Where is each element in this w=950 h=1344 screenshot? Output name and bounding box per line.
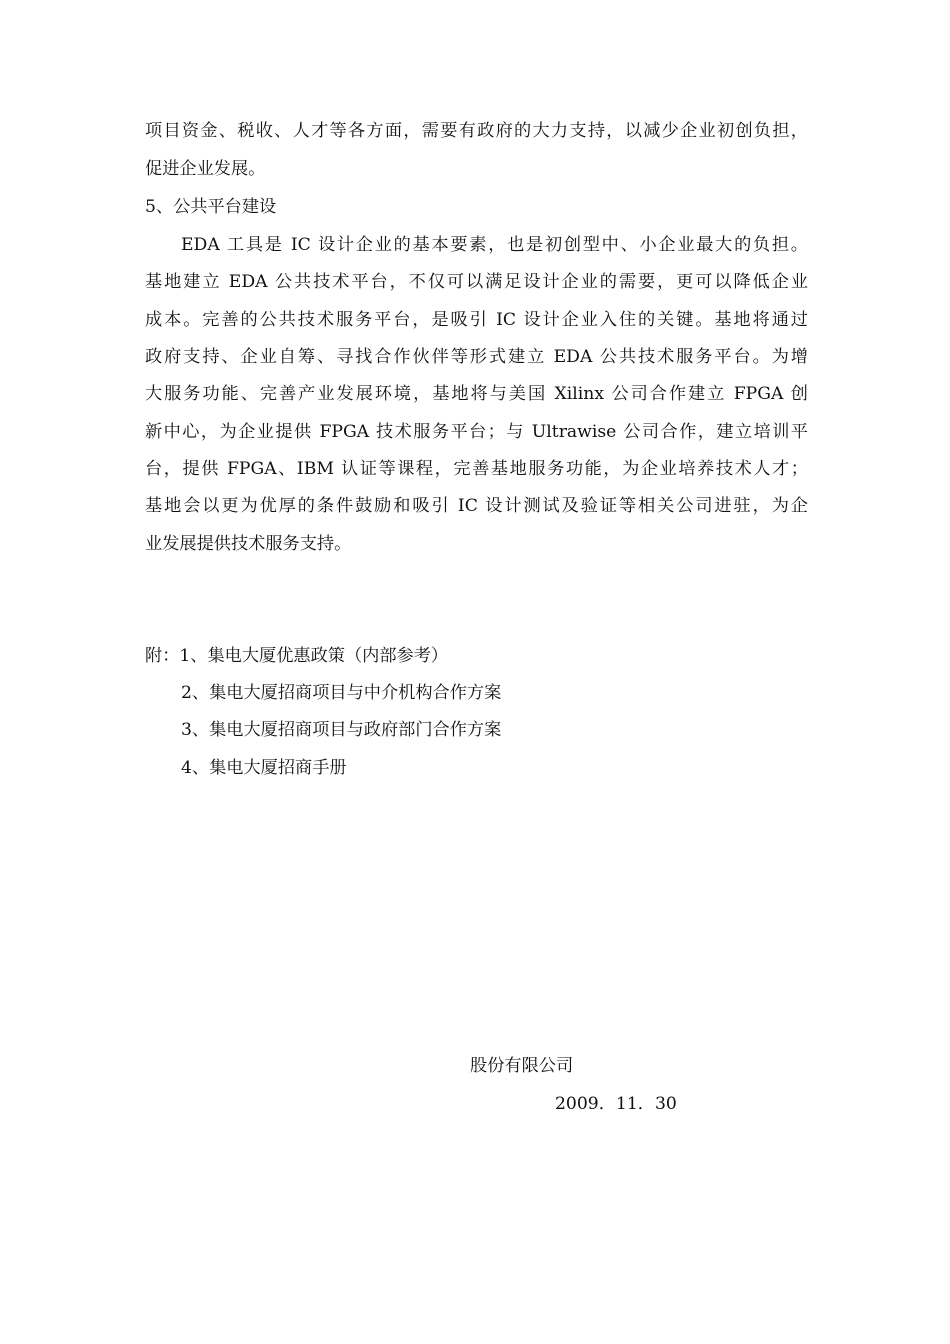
intro-line-2: 促进企业发展。 [145,159,266,179]
attachment-item-4: 4、集电大厦招商手册 [181,758,347,778]
paragraph-line-1: EDA 工具是 IC 设计企业的基本要素，也是初创型中、小企业最大的负担。 [181,235,808,255]
attachment-item-1: 附：1、集电大厦优惠政策（内部参考） [145,646,449,666]
paragraph-line-6: 新中心，为企业提供 FPGA 技术服务平台；与 Ultrawise 公司合作，建立培训平 [145,422,808,442]
paragraph-line-3: 成本。完善的公共技术服务平台，是吸引 IC 设计企业入住的关键。基地将通过 [145,310,808,330]
attachment-item-3: 3、集电大厦招商项目与政府部门合作方案 [181,720,502,740]
paragraph-line-5: 大服务功能、完善产业发展环境，基地将与美国 Xilinx 公司合作建立 FPGA 创 [145,384,808,404]
attachment-item-2: 2、集电大厦招商项目与中介机构合作方案 [181,683,502,703]
paragraph-line-2: 基地建立 EDA 公共技术平台，不仅可以满足设计企业的需要，更可以降低企业 [145,272,808,292]
paragraph-line-4: 政府支持、企业自筹、寻找合作伙伴等形式建立 EDA 公共技术服务平台。为增 [145,347,808,367]
paragraph-line-8: 基地会以更为优厚的条件鼓励和吸引 IC 设计测试及验证等相关公司进驻，为企 [145,496,808,516]
intro-line-1: 项目资金、税收、人才等各方面，需要有政府的大力支持，以减少企业初创负担， [145,121,808,141]
section-heading: 5、公共平台建设 [145,197,277,217]
paragraph-line-9: 业发展提供技术服务支持。 [145,534,352,554]
signature-date: 2009．11．30 [555,1094,677,1114]
signature-company: 股份有限公司 [470,1056,574,1076]
paragraph-line-7: 台，提供 FPGA、IBM 认证等课程，完善基地服务功能，为企业培养技术人才； [145,459,808,479]
